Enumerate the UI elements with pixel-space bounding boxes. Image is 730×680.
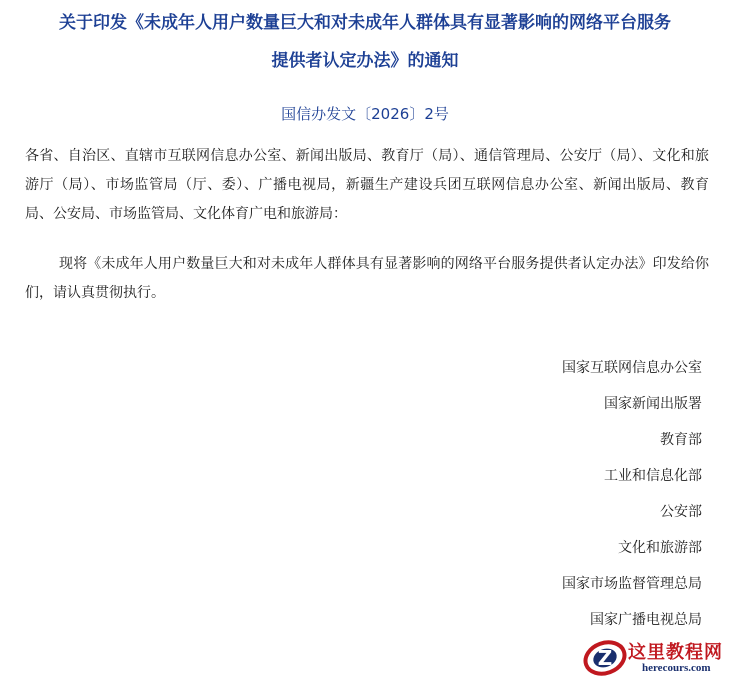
- signatory-item: 公安部: [660, 504, 702, 520]
- site-logo-icon: [582, 636, 628, 680]
- site-watermark: [582, 636, 730, 680]
- signatory-item: 国家新闻出版署: [604, 396, 702, 412]
- addressees-paragraph: 各省、自治区、直辖市互联网信息办公室、新闻出版局、教育厅（局）、通信管理局、公安厅（局）、文化和旅游厅（局）、市场监管局（厅、委）、广播电视局，新疆生产建设兵团互联网信息办公室、新闻出版局、教育局、公安局、市场监管局、文化体育广电和旅游局：: [25, 148, 709, 222]
- signatory-item: 国家广播电视总局: [590, 612, 702, 628]
- signatory-item: 教育部: [660, 432, 702, 448]
- site-watermark-domain: herecours.com: [642, 662, 711, 674]
- signatory-list: [402, 356, 702, 644]
- signatory-item: 国家市场监督管理总局: [562, 576, 702, 592]
- signatory-item: 工业和信息化部: [604, 468, 702, 484]
- document-title-line-1: 关于印发《未成年人用户数量巨大和对未成年人群体具有显著影响的网络平台服务: [59, 13, 671, 33]
- document-number: 国信办发文〔2026〕2号: [281, 105, 449, 123]
- document-title-line-2: 提供者认定办法》的通知: [271, 51, 459, 71]
- body-paragraph: 现将《未成年人用户数量巨大和对未成年人群体具有显著影响的网络平台服务提供者认定办法》印发给你们，请认真贯彻执行。: [25, 256, 709, 301]
- signatory-item: 国家互联网信息办公室: [562, 360, 702, 376]
- site-logo-letter: Z: [597, 646, 613, 670]
- signatory-item: 文化和旅游部: [618, 540, 702, 556]
- site-watermark-name: 这里教程网: [628, 642, 723, 663]
